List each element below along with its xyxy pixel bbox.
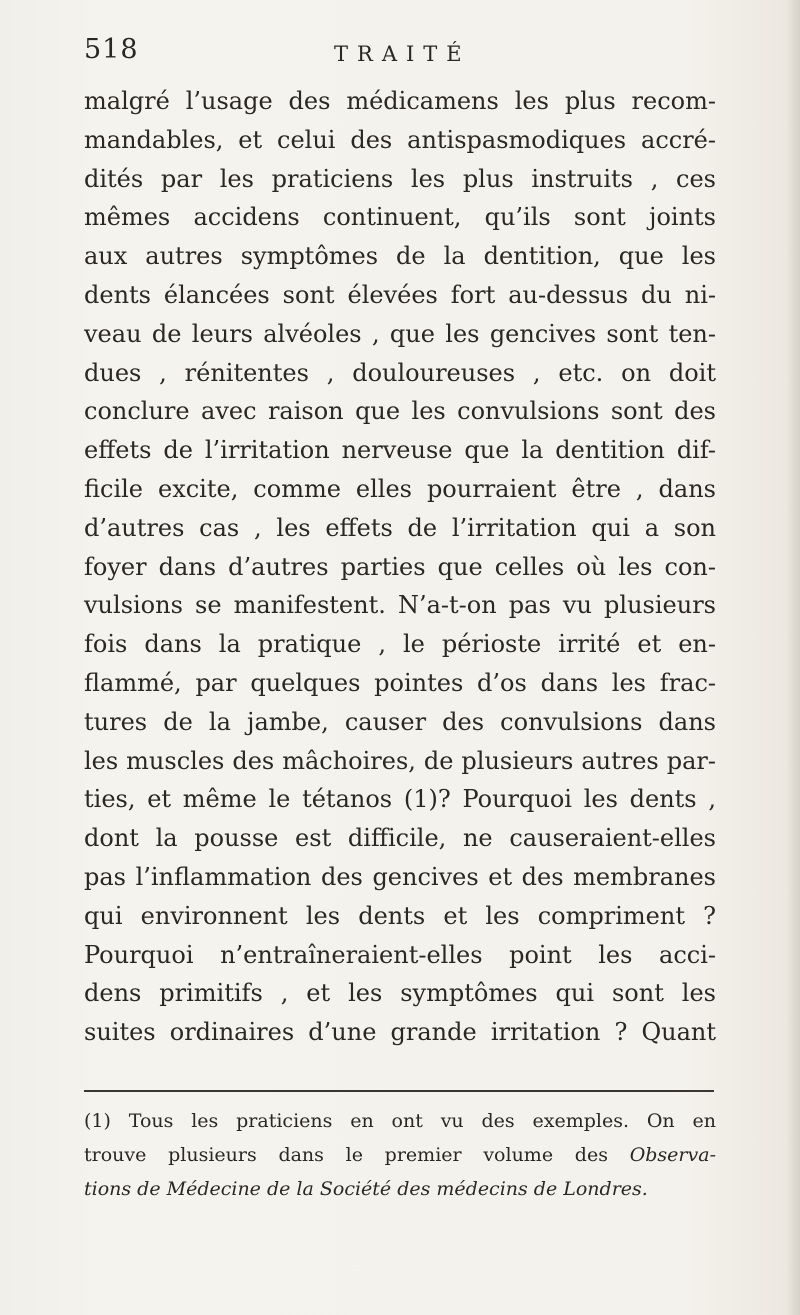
footnote-line: (1) Tous les praticiens en ont vu des exemples. On en — [84, 1110, 716, 1132]
text-line: mêmes accidens continuent, qu’ils sont joints — [84, 203, 716, 232]
footnote-line — [84, 1138, 716, 1172]
text-line: flammé, par quelques pointes d’os dans les frac- — [84, 668, 716, 697]
text-line: Pourquoi n’entraîneraient-elles point les acci- — [84, 940, 716, 969]
text-line: conclure avec raison que les convulsions sont des — [84, 397, 716, 426]
text-line: les muscles des mâchoires, de plusieurs autres par- — [84, 746, 716, 775]
text-line: veau de leurs alvéoles , que les gencives sont ten- — [84, 319, 716, 348]
text-line: pas l’inflammation des gencives et des membranes — [84, 862, 716, 891]
running-title: TRAITÉ — [334, 42, 471, 66]
text-line: aux autres symptômes de la dentition, que les — [84, 242, 716, 271]
text-line: qui environnent les dents et les compriment ? — [84, 901, 716, 930]
text-line: tures de la jambe, causer des convulsions dans — [84, 707, 716, 736]
footnote-italic-text: tions de Médecine de la Société des médecins de Londres. — [84, 1178, 648, 1200]
text-line: dents élancées sont élevées fort au-dessus du ni- — [84, 280, 716, 309]
text-line: dont la pousse est difficile, ne causeraient-elles — [84, 824, 716, 853]
text-line: foyer dans d’autres parties que celles où les con- — [84, 552, 716, 581]
text-line: vulsions se manifestent. N’a-t-on pas vu plusieurs — [84, 591, 716, 620]
text-line: malgré l’usage des médicamens les plus recom- — [84, 87, 716, 115]
footnote-line — [84, 1172, 716, 1206]
text-line: d’autres cas , les effets de l’irritation qui a son — [84, 513, 716, 542]
text-line: ties, et même le tétanos (1)? Pourquoi les dents , — [84, 785, 716, 814]
footnote-text: trouve plusieurs dans le premier volume des — [84, 1144, 630, 1166]
footnote — [84, 1104, 716, 1206]
page-number: 518 — [84, 34, 139, 65]
footnote-divider — [84, 1090, 714, 1092]
page-header — [84, 34, 724, 74]
text-line: dités par les praticiens les plus instruits , ces — [84, 164, 716, 193]
text-line: dens primitifs , et les symptômes qui sont les — [84, 979, 716, 1008]
text-line: effets de l’irritation nerveuse que la dentition dif- — [84, 436, 716, 465]
text-line: mandables, et celui des antispasmodiques accré- — [84, 125, 716, 154]
text-line: suites ordinaires d’une grande irritation ? Quant — [84, 1018, 716, 1047]
text-line: fois dans la pratique , le périoste irrité et en- — [84, 630, 716, 659]
text-line: dues , rénitentes , douloureuses , etc. on doit — [84, 358, 716, 387]
text-line: ficile excite, comme elles pourraient être , dans — [84, 474, 716, 503]
footnote-italic-text: Observa- — [629, 1144, 716, 1166]
main-text — [84, 82, 716, 1052]
page-edge-shadow — [786, 0, 800, 1315]
